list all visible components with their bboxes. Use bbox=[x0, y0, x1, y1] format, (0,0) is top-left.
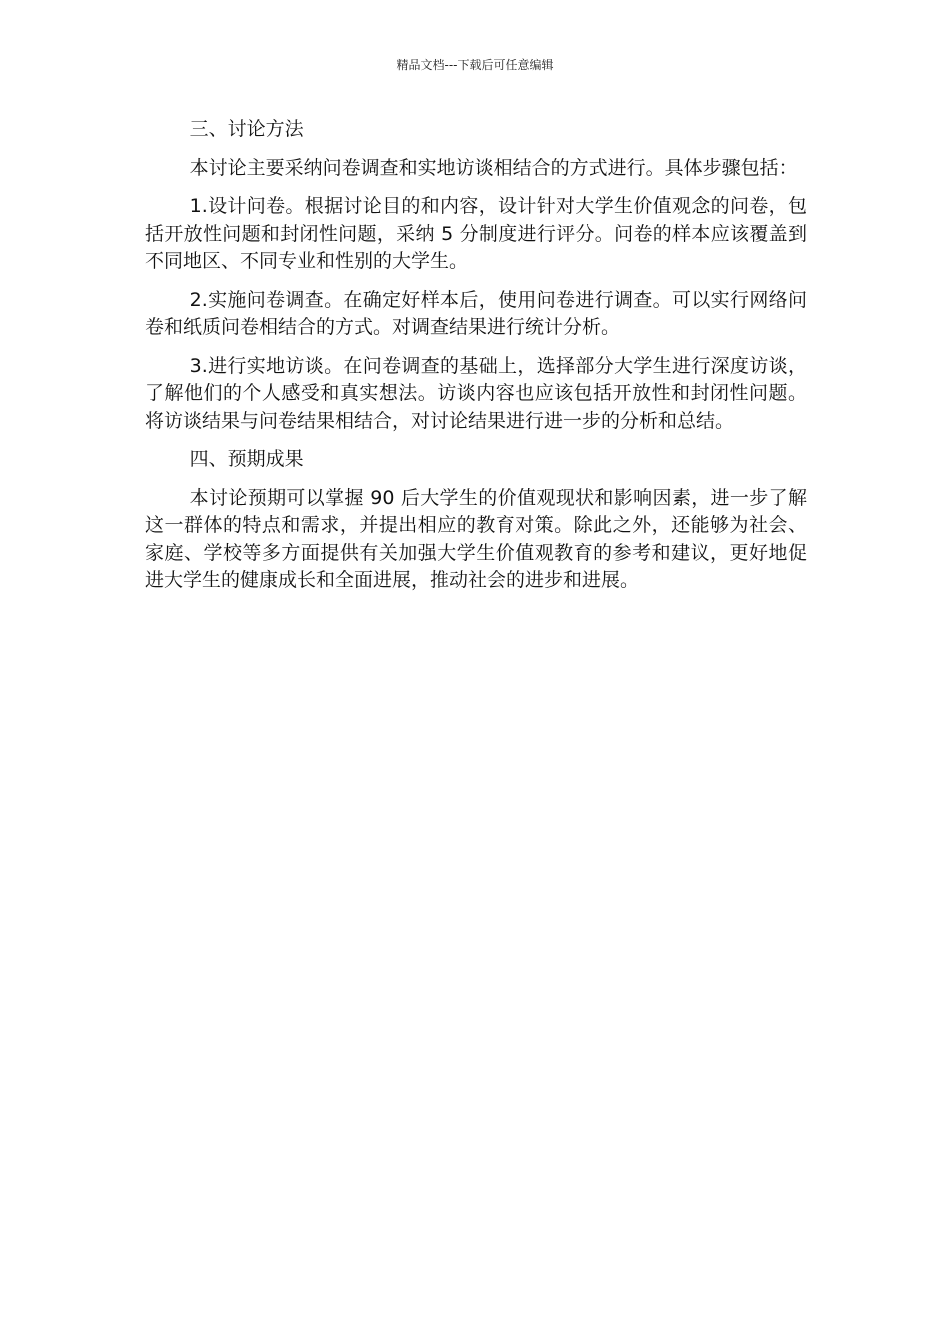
paragraph-step-design-questionnaire: 1.设计问卷。根据讨论目的和内容，设计针对大学生价值观念的问卷，包括开放性问题和封闭性问题，采纳 5 分制度进行评分。问卷的样本应该覆盖到不同地区、不同专业和性别的大学生。 bbox=[145, 195, 807, 272]
section-heading-expected-results: 四、预期成果 bbox=[189, 448, 304, 470]
paragraph-step-conduct-survey: 2.实施问卷调查。在确定好样本后，使用问卷进行调查。可以实行网络问卷和纸质问卷相结合的方式。对调查结果进行统计分析。 bbox=[145, 288, 807, 338]
section-heading-methods: 三、讨论方法 bbox=[189, 118, 304, 140]
paragraph-method-intro: 本讨论主要采纳问卷调查和实地访谈相结合的方式进行。具体步骤包括： bbox=[189, 156, 798, 179]
paragraph-expected-results: 本讨论预期可以掌握 90 后大学生的价值观现状和影响因素，进一步了解这一群体的特点和需求，并提出相应的教育对策。除此之外，还能够为社会、家庭、学校等多方面提供有关加强大学生价值观教育的参考和建议，更好地促进大学生的健康成长和全面进展，推动社会的进步和进展。 bbox=[145, 486, 807, 591]
page-header: 精品文档---下载后可任意编辑 bbox=[396, 58, 554, 72]
document-body bbox=[145, 116, 807, 606]
paragraph-step-field-interview: 3.进行实地访谈。在问卷调查的基础上，选择部分大学生进行深度访谈，了解他们的个人感受和真实想法。访谈内容也应该包括开放性和封闭性问题。将访谈结果与问卷结果相结合，对讨论结果进行进一步的分析和总结。 bbox=[145, 354, 807, 432]
